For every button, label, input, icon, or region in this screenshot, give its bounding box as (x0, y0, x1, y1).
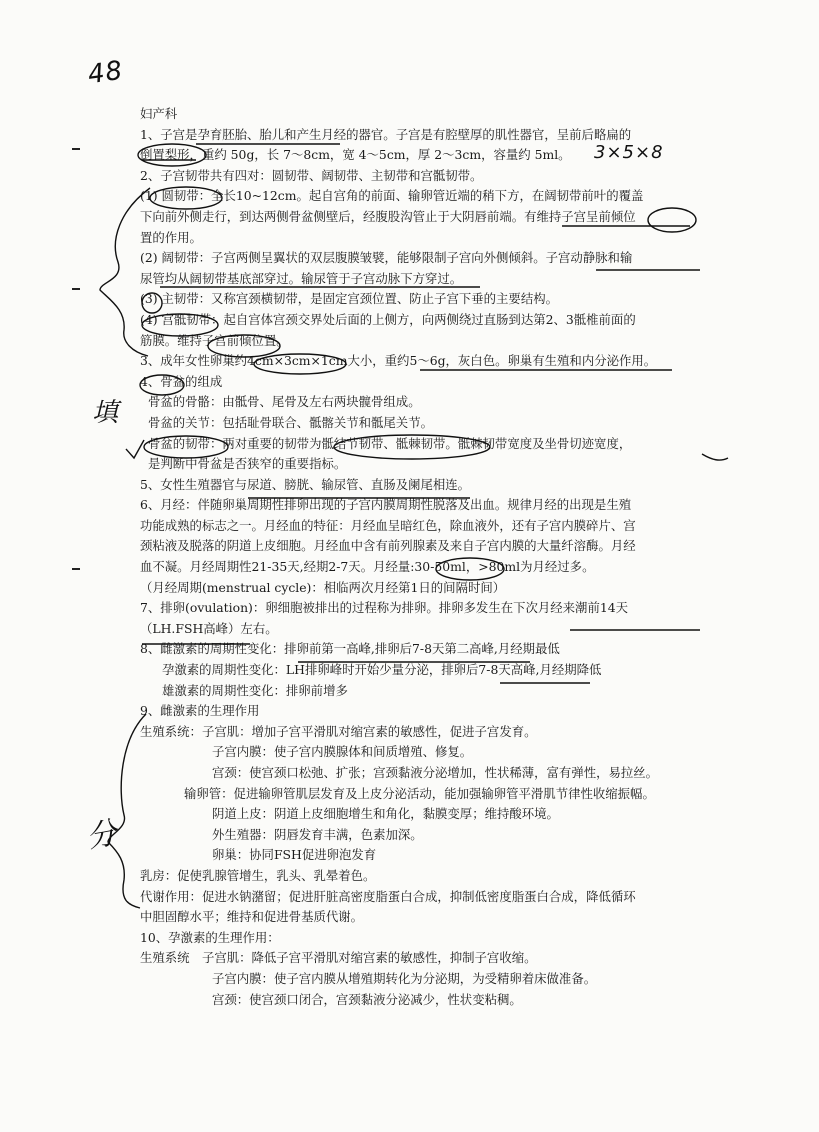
text-line: 功能成熟的标志之一。月经血的特征：月经血呈暗红色，除血液外，还有子宫内膜碎片、宫 (140, 517, 636, 533)
text-line: 阴道上皮：阴道上皮细胞增生和角化，黏膜变厚；维持酸环境。 (212, 806, 559, 822)
text-line: 代谢作用：促进水钠潴留；促进肝脏高密度脂蛋白合成，抑制低密度脂蛋白合成，降低循环 (140, 888, 636, 904)
text-line: 乳房：促使乳腺管增生，乳头、乳晕着色。 (140, 867, 376, 883)
text-line: 是判断中骨盆是否狭窄的重要指标。 (148, 456, 347, 472)
text-line: 子宫内膜：使子宫内膜腺体和间质增殖、修复。 (212, 744, 473, 760)
text-line: 宫颈：使宫颈口松弛、扩张；宫颈黏液分泌增加，性状稀薄，富有弹性，易拉丝。 (212, 765, 659, 780)
text-line: 2、子宫韧带共有四对：圆韧带、阔韧带、主韧带和宫骶韧带。 (140, 167, 483, 183)
text-line: 骨盆的韧带：两对重要的韧带为骶结节韧带、骶棘韧带。骶棘韧带宽度及坐骨切迹宽度， (148, 435, 632, 451)
text-line: 雄激素的周期性变化：排卵前增多 (162, 682, 348, 698)
text-line: 中胆固醇水平；维持和促进骨基质代谢。 (140, 909, 364, 925)
text-line: 生殖系统 子宫肌：降低子宫平滑肌对缩宫素的敏感性，抑制子宫收缩。 (140, 950, 537, 966)
text-line: 宫颈：使宫颈口闭合，宫颈黏液分泌减少，性状变粘稠。 (212, 991, 522, 1007)
text-line: （月经周期(menstrual cycle)：相临两次月经第1日的间隔时间） (140, 579, 506, 595)
text-line: 7、排卵(ovulation)：卵细胞被排出的过程称为排卵。排卵多发生在下次月经来潮前14天 (140, 600, 628, 616)
text-line: 10、孕激素的生理作用： (140, 929, 280, 945)
handwritten-fill-note: 填 (92, 398, 120, 428)
margin-dash (72, 568, 80, 570)
text-line: 外生殖器：阴唇发育丰满，色素加深。 (212, 826, 423, 842)
arrow-mark (702, 454, 728, 460)
text-line: （LH.FSH高峰）左右。 (140, 620, 278, 636)
document-body (140, 104, 705, 1010)
margin-dash (72, 288, 80, 290)
text-line: (4) 宫骶韧带：起自宫体宫颈交界处后面的上侧方，向两侧绕过直肠到达第2、3骶椎前面的 (140, 311, 636, 327)
handwritten-page-number: 48 (86, 55, 126, 91)
text-line: 孕激素的周期性变化：LH排卵峰时开始少量分泌，排卵后7-8天高峰,月经期降低 (162, 662, 602, 678)
text-line: 颈粘液及脱落的阴道上皮细胞。月经血中含有前列腺素及来自子宫内膜的大量纤溶酶。月经 (140, 538, 636, 554)
text-line: 倒置梨形，重约 50g，长 7～8cm，宽 4～5cm，厚 2～3cm，容量约 5ml。 (140, 147, 571, 163)
margin-dash (72, 148, 80, 150)
text-line: 置的作用。 (140, 229, 202, 245)
text-line: 下向前外侧走行，到达两侧骨盆侧壁后，经腹股沟管止于大阴唇前端。有维持子宫呈前倾位 (140, 208, 636, 224)
text-line: 1、子宫是孕育胚胎、胎儿和产生月经的器官。子宫是有腔壁厚的肌性器官，呈前后略扁的 (140, 126, 632, 142)
text-line: 妇产科 (140, 106, 178, 121)
text-line: 4、骨盆的组成 (140, 373, 223, 389)
text-line: (2) 阔韧带：子宫两侧呈翼状的双层腹膜皱襞，能够限制子宫向外侧倾斜。子宫动静脉和输 (140, 250, 633, 266)
text-line: (3) 主韧带：又称宫颈横韧带，是固定宫颈位置、防止子宫下垂的主要结构。 (140, 291, 558, 307)
text-line: 骨盆的关节：包括耻骨联合、骶髂关节和骶尾关节。 (148, 414, 433, 430)
text-line: 8、雌激素的周期性变化：排卵前第一高峰,排卵后7-8天第二高峰,月经期最低 (140, 641, 560, 657)
text-line: 卵巢：协同FSH促进卵泡发育 (212, 847, 377, 863)
handwritten-margin-note: 分 (83, 815, 121, 856)
text-line: 6、月经：伴随卵巢周期性排卵出现的子宫内膜周期性脱落及出血。规律月经的出现是生殖 (140, 497, 632, 513)
text-line: 骨盆的骨骼：由骶骨、尾骨及左右两块髋骨组成。 (148, 394, 421, 410)
handwritten-dimensions-note: 3×5×8 (594, 142, 664, 163)
text-line: 输卵管：促进输卵管肌层发育及上皮分泌活动，能加强输卵管平滑肌节律性收缩振幅。 (184, 785, 655, 801)
text-line: (1) 圆韧带：全长10~12cm。起自宫角的前面、输卵管近端的稍下方，在阔韧带前叶的覆盖 (140, 188, 644, 204)
text-line: 筋膜。维持子宫前倾位置。 (140, 332, 289, 348)
text-line: 尿管均从阔韧带基底部穿过。输尿管于子宫动脉下方穿过。 (140, 270, 463, 286)
text-line: 血不凝。月经周期性21-35天,经期2-7天。月经量:30-50ml，>80ml为月经过多。 (140, 559, 595, 575)
text-line: 5、女性生殖器官与尿道、膀胱、输尿管、直肠及阑尾相连。 (140, 476, 471, 492)
text-line: 3、成年女性卵巢约4cm×3cm×1cm大小，重约5～6g，灰白色。卵巢有生殖和内分泌作用。 (140, 353, 657, 369)
text-line: 9、雌激素的生理作用 (140, 703, 260, 719)
text-line: 生殖系统：子宫肌：增加子宫平滑肌对缩宫素的敏感性，促进子宫发育。 (140, 723, 537, 739)
text-line: 子宫内膜：使子宫内膜从增殖期转化为分泌期，为受精卵着床做准备。 (212, 970, 597, 986)
